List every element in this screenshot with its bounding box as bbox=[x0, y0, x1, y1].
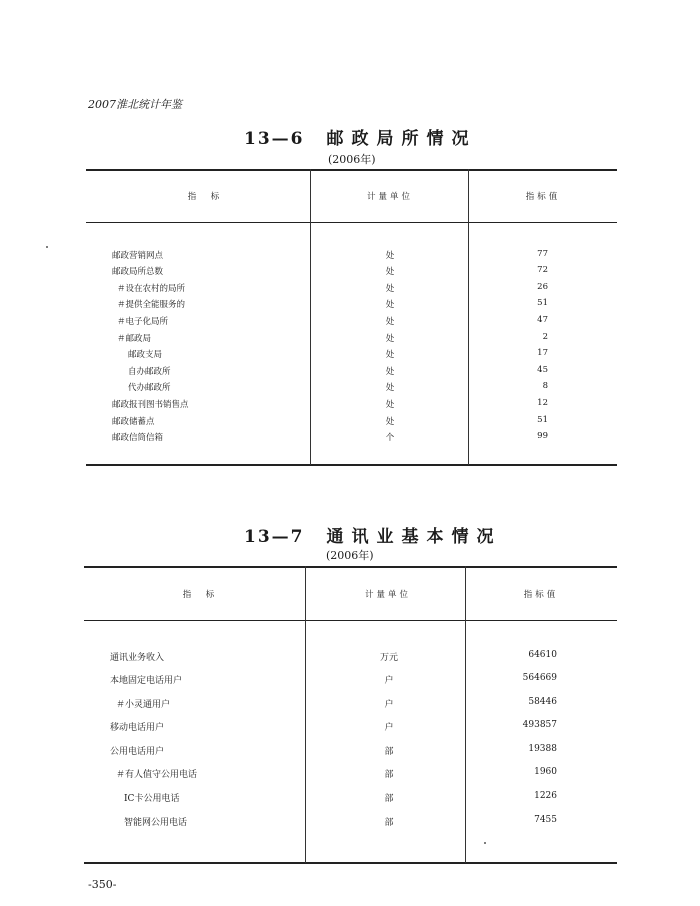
row-unit: 部 bbox=[384, 747, 394, 757]
row-label: 邮政营销网点 bbox=[112, 251, 164, 261]
row-unit: 部 bbox=[384, 770, 394, 780]
table2-col-divider-1 bbox=[305, 566, 306, 863]
row-value: 17 bbox=[537, 348, 548, 358]
table1-col-indicator: 指 标 bbox=[187, 192, 223, 202]
row-value: 45 bbox=[537, 365, 548, 375]
row-value: 51 bbox=[537, 298, 548, 308]
row-value: 1226 bbox=[534, 791, 557, 801]
row-value: 26 bbox=[537, 282, 548, 292]
row-unit: 户 bbox=[384, 723, 394, 733]
row-unit: 户 bbox=[384, 700, 394, 710]
table2-col-divider-2 bbox=[465, 566, 466, 863]
row-unit: 处 bbox=[385, 267, 395, 277]
row-label: ＃有人值守公用电话 bbox=[116, 770, 198, 780]
row-unit: 部 bbox=[384, 818, 394, 828]
table1-number: 13—6 bbox=[244, 129, 305, 149]
row-value: 99 bbox=[537, 431, 548, 441]
row-unit: 处 bbox=[385, 251, 395, 261]
table1-top-rule bbox=[86, 169, 617, 171]
row-label: 公用电话用户 bbox=[110, 747, 165, 757]
row-label: 智能网公用电话 bbox=[124, 818, 188, 828]
row-label: IC卡公用电话 bbox=[124, 794, 180, 804]
scan-speck bbox=[484, 842, 486, 844]
row-unit: 万元 bbox=[379, 653, 398, 663]
row-value: 51 bbox=[537, 415, 548, 425]
row-label: ＃邮政局 bbox=[117, 334, 152, 344]
scan-speck bbox=[46, 246, 48, 248]
table1-col-divider-1 bbox=[310, 169, 311, 465]
row-value: 8 bbox=[542, 381, 548, 391]
row-unit: 个 bbox=[385, 433, 395, 443]
row-unit: 处 bbox=[385, 367, 395, 377]
row-value: 77 bbox=[537, 249, 548, 259]
table2-bottom-rule bbox=[84, 862, 617, 864]
table1-subtitle: (2006年) bbox=[328, 153, 376, 166]
row-value: 72 bbox=[537, 265, 548, 275]
row-label: 自办邮政所 bbox=[128, 367, 171, 377]
row-unit: 处 bbox=[385, 300, 395, 310]
table1-col-value: 指标值 bbox=[525, 192, 561, 202]
yearbook-header: 2007淮北统计年鉴 bbox=[88, 98, 182, 111]
row-value: 2 bbox=[542, 332, 548, 342]
row-value: 12 bbox=[537, 398, 548, 408]
table2-subtitle: (2006年) bbox=[326, 549, 374, 562]
row-label: 移动电话用户 bbox=[110, 723, 165, 733]
row-unit: 部 bbox=[384, 794, 394, 804]
row-label: 邮政储蓄点 bbox=[112, 417, 155, 427]
row-label: 通讯业务收入 bbox=[110, 653, 165, 663]
table2-col-value: 指标值 bbox=[523, 590, 559, 600]
row-unit: 户 bbox=[384, 676, 394, 686]
table1-bottom-rule bbox=[86, 464, 617, 466]
table1-title bbox=[244, 124, 477, 149]
row-label: 邮政支局 bbox=[128, 350, 163, 360]
row-label: ＃设在农村的局所 bbox=[117, 284, 186, 294]
row-label: 邮政局所总数 bbox=[112, 267, 164, 277]
row-label: ＃小灵通用户 bbox=[116, 700, 171, 710]
table1-col-unit: 计量单位 bbox=[366, 192, 413, 202]
row-label: 邮政报刊图书销售点 bbox=[112, 400, 189, 410]
table2-col-unit: 计量单位 bbox=[364, 590, 411, 600]
row-label: 代办邮政所 bbox=[128, 383, 171, 393]
row-unit: 处 bbox=[385, 383, 395, 393]
row-unit: 处 bbox=[385, 284, 395, 294]
row-unit: 处 bbox=[385, 417, 395, 427]
row-label: 本地固定电话用户 bbox=[110, 676, 183, 686]
row-value: 64610 bbox=[528, 650, 557, 660]
row-unit: 处 bbox=[385, 317, 395, 327]
table2-col-indicator: 指 标 bbox=[182, 590, 218, 600]
row-value: 47 bbox=[537, 315, 548, 325]
row-unit: 处 bbox=[385, 350, 395, 360]
table1-header-rule bbox=[86, 222, 617, 223]
row-unit: 处 bbox=[385, 400, 395, 410]
table2-name: 通讯业基本情况 bbox=[326, 527, 502, 547]
table2-header-rule bbox=[84, 620, 617, 621]
table1-name: 邮政局所情况 bbox=[326, 129, 477, 149]
row-label: ＃电子化局所 bbox=[117, 317, 169, 327]
table2-number: 13—7 bbox=[244, 527, 305, 547]
row-value: 7455 bbox=[534, 815, 557, 825]
row-value: 1960 bbox=[534, 767, 557, 777]
table2-top-rule bbox=[84, 566, 617, 568]
table2-title bbox=[244, 522, 502, 547]
row-value: 58446 bbox=[528, 697, 557, 707]
row-label: 邮政信筒信箱 bbox=[112, 433, 164, 443]
page-number: -350- bbox=[88, 878, 117, 891]
row-value: 564669 bbox=[522, 673, 557, 683]
row-value: 493857 bbox=[522, 720, 557, 730]
row-label: ＃提供全能服务的 bbox=[117, 300, 186, 310]
row-unit: 处 bbox=[385, 334, 395, 344]
row-value: 19388 bbox=[528, 744, 557, 754]
table1-col-divider-2 bbox=[468, 169, 469, 465]
